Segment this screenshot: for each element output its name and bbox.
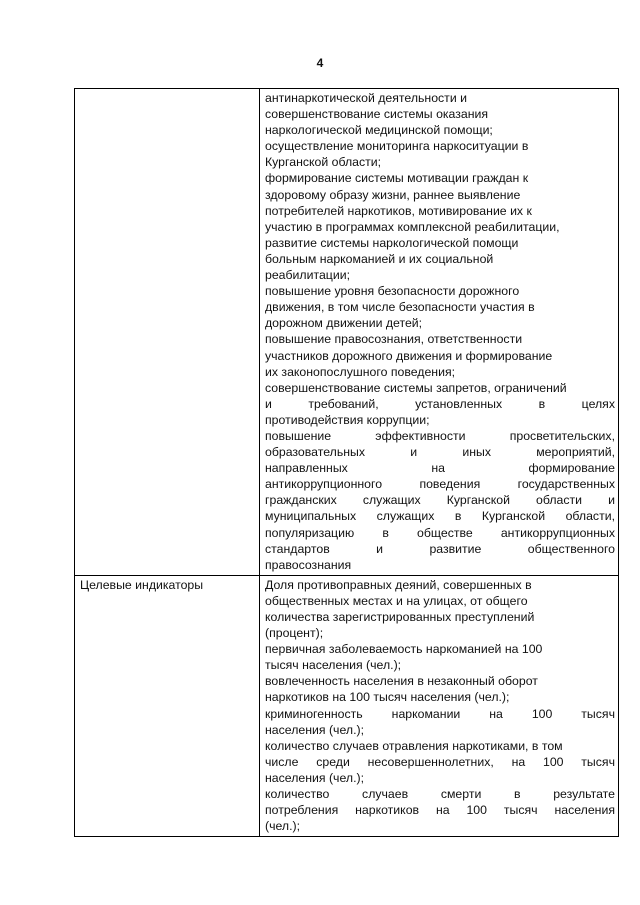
text-line: дорожном движении детей; <box>265 316 423 331</box>
text-line: наркологической медицинской помощи; <box>265 123 493 138</box>
text-line: совершенствование системы запретов, ограничений <box>265 380 567 395</box>
text-line: образовательных и иных мероприятий, <box>265 445 615 460</box>
text-line: количества зарегистрированных преступлений <box>265 610 535 624</box>
text-line: населения (чел.); <box>265 770 364 785</box>
text-line: населения (чел.); <box>265 722 364 737</box>
row-label-cell <box>75 89 260 576</box>
text-line: числе среди несовершеннолетних, на 100 тысяч <box>265 754 615 769</box>
text-line: (чел.); <box>265 819 301 834</box>
page-number: 4 <box>316 56 324 70</box>
text-line: движения, в том числе безопасности участия в <box>265 300 535 315</box>
text-line: стандартов и развитие общественного <box>265 541 615 556</box>
text-line: развитие системы наркологической помощи <box>265 235 519 250</box>
text-line: совершенствование системы оказания <box>265 107 489 122</box>
text-line: популяризацию в обществе антикоррупционных <box>265 525 615 540</box>
text-line: наркотиков на 100 тысяч населения (чел.); <box>265 690 510 705</box>
text-line: участию в программах комплексной реабилитации, <box>265 219 560 234</box>
text-line: муниципальных служащих в Курганской области, <box>265 509 615 524</box>
text-line: формирование системы мотивации граждан к <box>265 171 529 186</box>
text-line: общественных местах и на улицах, от общего <box>265 593 528 608</box>
text-line: гражданских служащих Курганской области и <box>265 493 615 508</box>
text-line: здоровому образу жизни, раннее выявление <box>265 187 521 202</box>
text-line: реабилитации; <box>265 268 351 283</box>
row-label-cell: Целевые индикаторы <box>75 575 260 837</box>
text-line: потребителей наркотиков, мотивирование их к <box>265 203 532 218</box>
text-line: первичная заболеваемость наркоманией на 100 <box>265 642 543 657</box>
text-line: осуществление мониторинга наркоситуации в <box>265 139 529 154</box>
text-line: вовлеченность населения в незаконный оборот <box>265 674 538 689</box>
table-row <box>75 575 619 837</box>
text-line: и требований, установленных в целях <box>265 396 615 411</box>
text-line: Доля противоправных деяний, совершенных в <box>265 577 532 592</box>
text-line: потребления наркотиков на 100 тысяч населения <box>265 803 615 818</box>
row-content-cell <box>260 89 619 576</box>
text-line: повышение эффективности просветительских, <box>265 428 615 443</box>
text-line: направленных на формирование <box>265 461 615 476</box>
text-line: (процент); <box>265 626 324 641</box>
text-line: криминогенность наркомании на 100 тысяч <box>265 706 615 721</box>
text-line: правосознания <box>265 557 352 572</box>
table-row <box>75 89 619 576</box>
text-line: антинаркотической деятельности и <box>265 91 467 105</box>
text-line: антикоррупционного поведения государственных <box>265 477 615 492</box>
text-line: их законопослушного поведения; <box>265 364 456 379</box>
text-line: больным наркоманией и их социальной <box>265 251 494 266</box>
text-line: противодействия коррупции; <box>265 412 430 427</box>
text-line: Курганской области; <box>265 155 382 170</box>
text-line: повышение правосознания, ответственности <box>265 332 523 347</box>
row-content-cell <box>260 575 619 837</box>
text-line: количество случаев отравления наркотиками, в том <box>265 738 563 753</box>
text-line: повышение уровня безопасности дорожного <box>265 284 520 299</box>
text-line: количество случаев смерти в результате <box>265 787 615 802</box>
text-line: участников дорожного движения и формирование <box>265 348 553 363</box>
text-line: тысяч населения (чел.); <box>265 658 402 673</box>
program-passport-table <box>74 88 619 837</box>
